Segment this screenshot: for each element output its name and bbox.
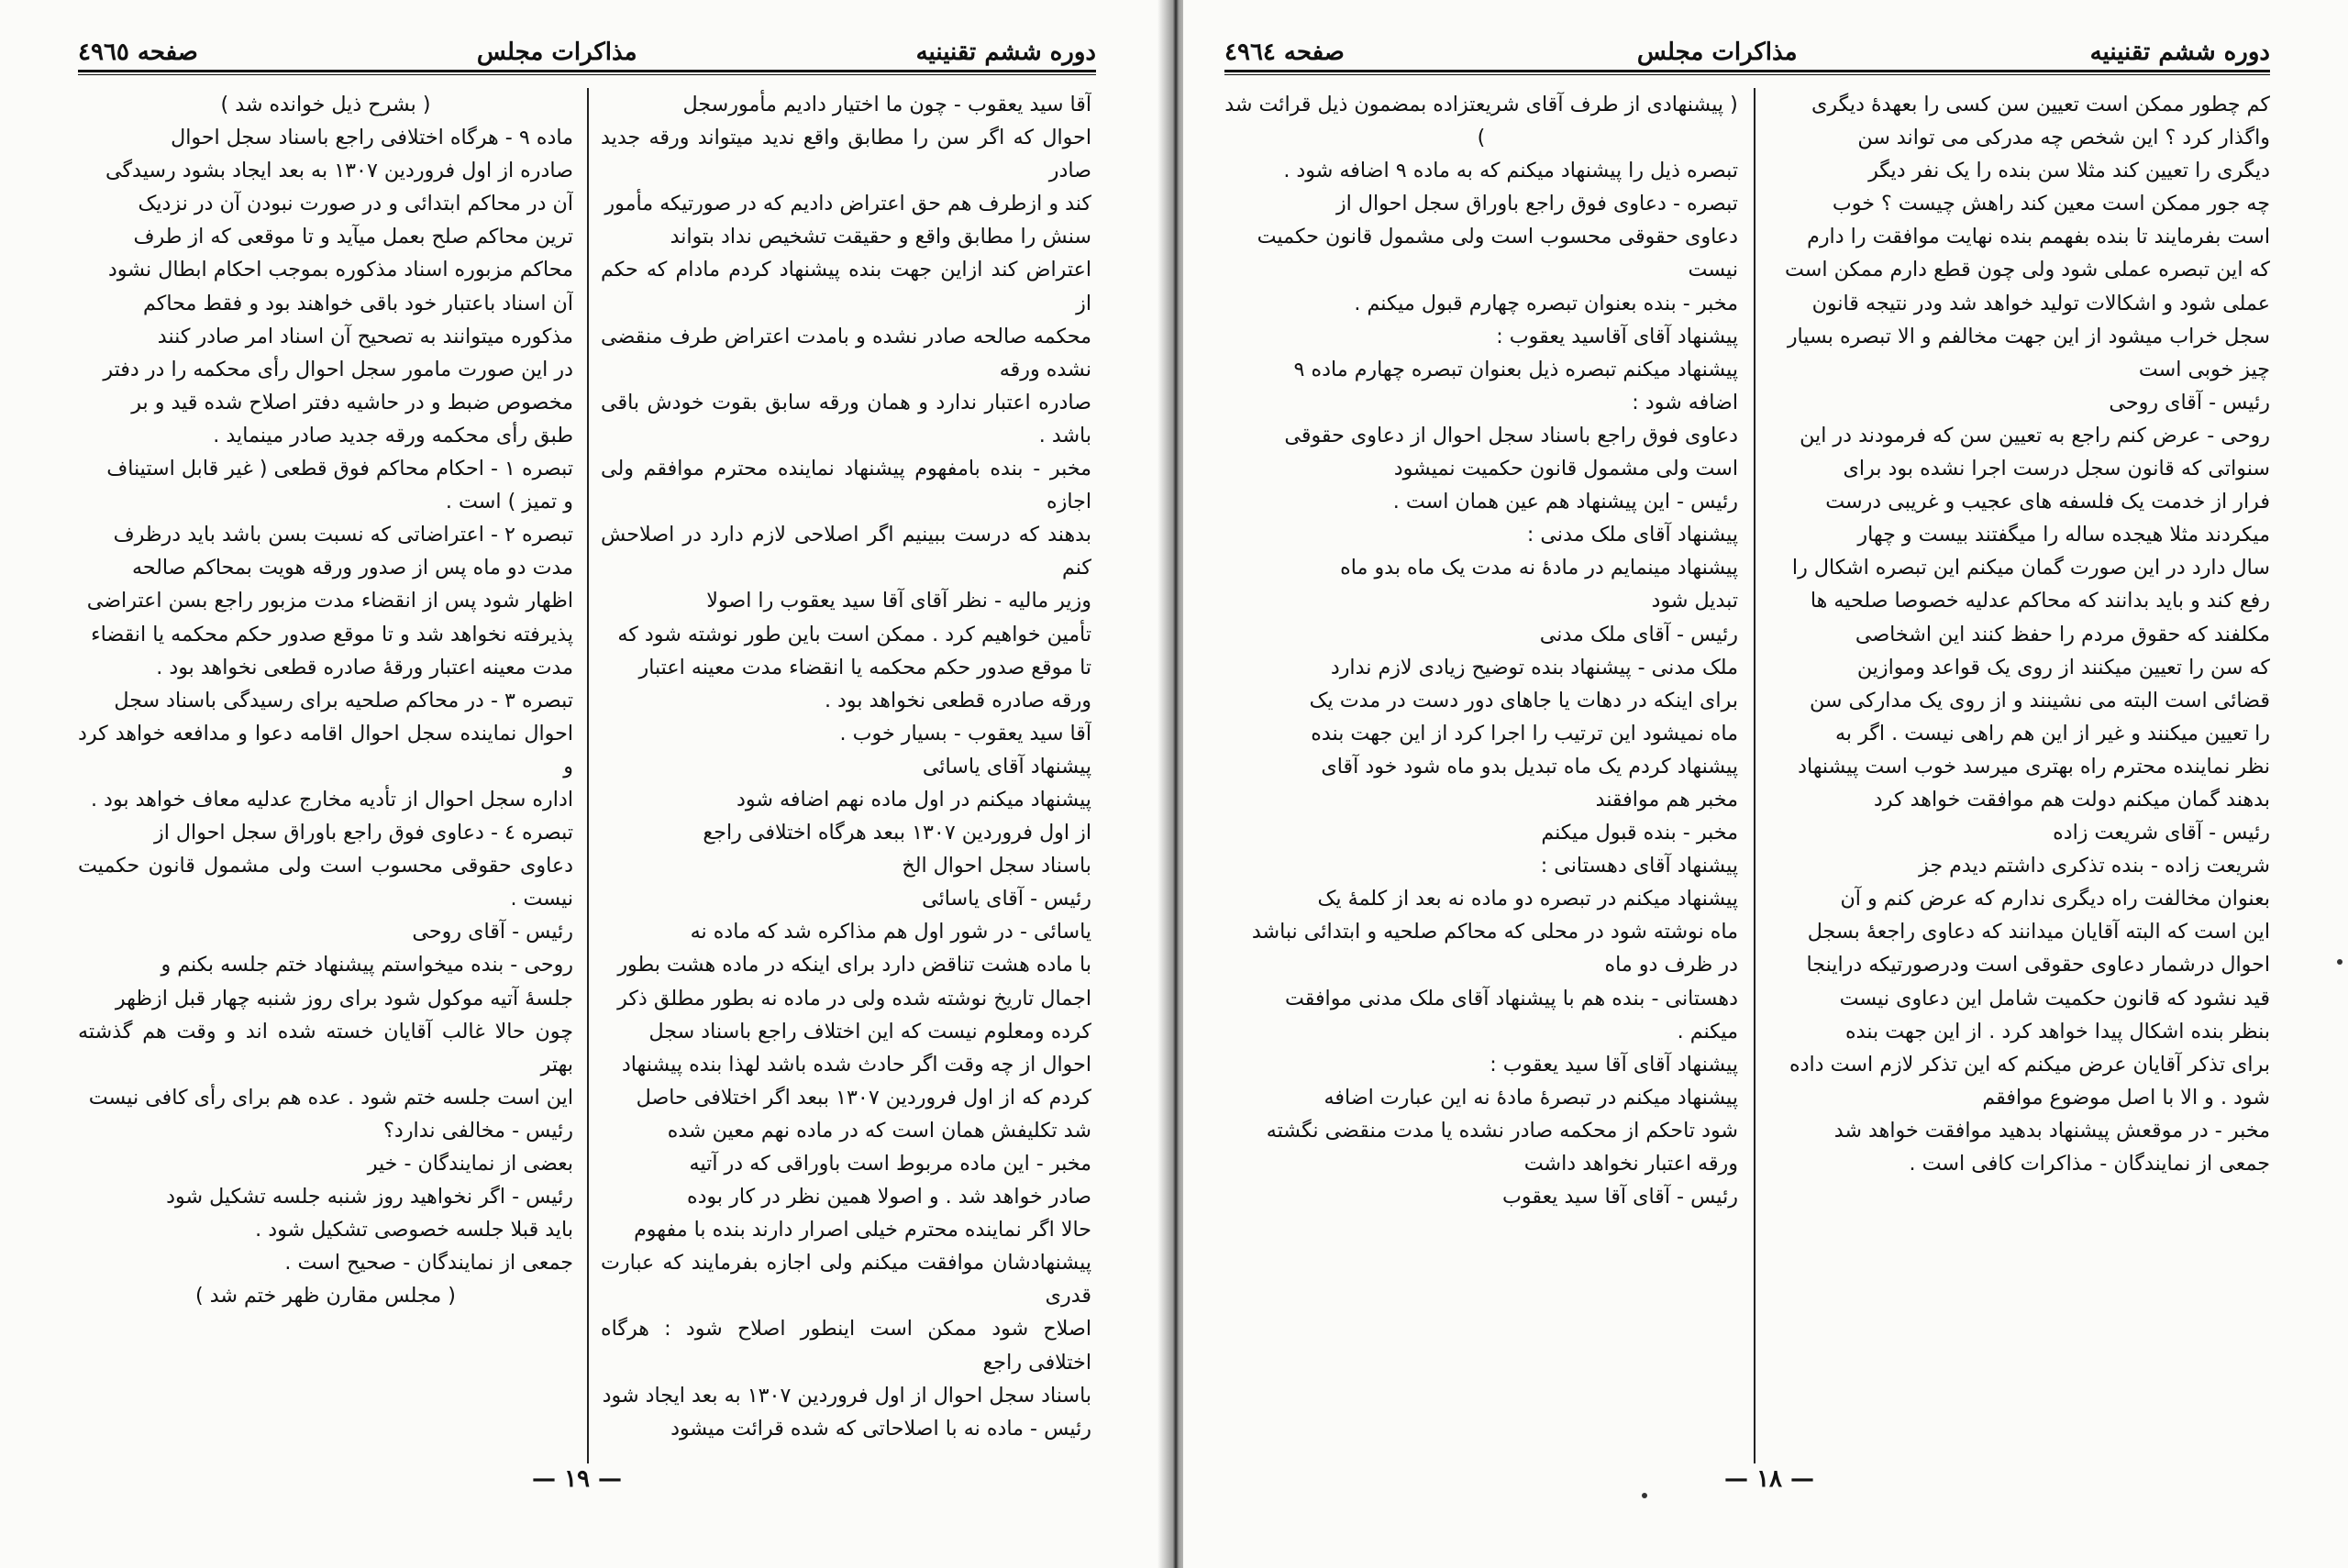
- text-line: محاکم مزبوره اسناد مذکوره بموجب احکام ابطال نشود: [107, 258, 573, 282]
- text-line: میکنم .: [1677, 1019, 1738, 1043]
- text-line: پیشنهاد میکنم در اول ماده نهم اضافه شود: [736, 787, 1091, 812]
- text-line: تبصره ۱ - احکام محاکم فوق قطعی ( غیر قابل استیناف: [106, 457, 573, 481]
- text-line: پیشنهاد آقای آقاسید یعقوب :: [1496, 324, 1738, 348]
- text-line: ( بشرح ذیل خوانده شد ): [220, 93, 431, 116]
- text-line: اجمال تاریخ نوشته شده ولی در ماده نه بطور مطلق ذکر: [617, 986, 1091, 1010]
- page-header: [78, 26, 1096, 66]
- text-line: مکلفند که حقوق مردم را حفظ کنند این اشخاصی: [1855, 622, 2270, 646]
- text-line: احوال درشمار دعاوی حقوقی است ودرصورتیکه دراینجا: [1806, 953, 2270, 977]
- text-line: تبصره - دعاوی فوق راجع باوراق سجل احوال از: [1335, 192, 1738, 216]
- text-line: دهستانی - بنده هم با پیشنهاد آقای ملک مدنی موافقت: [1284, 986, 1738, 1010]
- text-line: واگذار کرد ؟ این شخص چه مدرکی می تواند سن: [1857, 126, 2270, 150]
- text-line: احوال نماینده سجل احوال اقامه دعوا و مدافعه خواهد کرد و: [78, 721, 573, 778]
- text-line: که سن را تعیین میکنند از روی یک قواعد وموازین: [1856, 655, 2270, 679]
- text-line: تا موقع صدور حکم محکمه یا انقضاء مدت معینه اعتبار: [638, 655, 1091, 679]
- text-line: و تمیز ) است .: [445, 490, 573, 514]
- text-line: رئیس - آقای شریعت زاده: [2053, 821, 2270, 845]
- text-line: نظر نماینده محترم راه بهتری میرسد خوب است پیشنهاد: [1798, 754, 2270, 778]
- text-line: رئیس - آقای روحی: [412, 920, 573, 944]
- text-line: کرده ومعلوم نیست که این اختلاف راجع باسناد سجل: [648, 1019, 1091, 1043]
- text-line: در ظرف دو ماه: [1604, 953, 1738, 977]
- page-folio: — ۱۹ —: [532, 1465, 623, 1493]
- text-line: کند و ازطرف هم حق اعتراض دادیم که در صورتیکه مأمور: [604, 192, 1091, 216]
- text-line: پیشنهاد آقای دهستانی :: [1540, 854, 1738, 878]
- text-line: سجل خراب میشود از این جهت مخالفم و الا تبصره بسیار: [1787, 324, 2270, 348]
- text-line: در این صورت مامور سجل احوال رأی محکمه را در دفتر: [103, 357, 573, 381]
- text-line: کم چطور ممکن است تعیین سن کسی را بعهدهٔ دیگری: [1811, 93, 2270, 116]
- text-line: اظهار شود پس از انقضاء مدت مزبور راجع بسن اعتراضی: [86, 589, 573, 613]
- text-line: ماه نوشته شود در محلی که محاکم صلحیه و ابتدائی نباشد: [1251, 920, 1738, 944]
- text-line: مخبر - بنده بعنوان تبصره چهارم قبول میکنم .: [1354, 291, 1738, 315]
- text-line: مذکوره میتوانند به تصحیح آن اسناد امر صادر کنند: [157, 324, 573, 348]
- text-line: دیگری را تعیین کند مثلا سن بنده را یک نفر دیگر: [1868, 159, 2270, 183]
- text-line: قید نشود که قانون حکمیت شامل این دعاوی نیست: [1839, 986, 2270, 1010]
- text-line: برای اینکه در دهات یا جاهای دور دست در مدت یک: [1309, 688, 1738, 712]
- text-line: صادره اعتبار ندارد و همان ورقه سابق بقوت خودش باقی باشد .: [601, 390, 1091, 447]
- text-line: رئیس - مخالفی ندارد؟: [383, 1118, 573, 1143]
- text-line: ( مجلس مقارن ظهر ختم شد ): [195, 1284, 456, 1309]
- text-line: جمعی از نمایندگان - صحیح است .: [284, 1251, 573, 1275]
- text-line: از اول فروردین ۱۳۰۷ ببعد هرگاه اختلافی راجع: [703, 821, 1091, 845]
- text-line: این است که البته آقایان میدانند که دعاوی راجعهٔ بسجل: [1807, 920, 2270, 944]
- text-line: پیشنهاد میکنم در تبصره دو ماده نه بعد از کلمهٔ یک: [1317, 887, 1738, 911]
- text-line: تبدیل شود: [1651, 589, 1738, 613]
- text-column-left: [78, 88, 573, 1463]
- scan-speck: [1642, 1493, 1647, 1498]
- text-line: با ماده هشت تناقض دارد برای اینکه در ماده هشت بطور: [617, 953, 1091, 977]
- text-column-right: [1770, 88, 2270, 1463]
- text-line: حالا اگر نماینده محترم خیلی اصرار دارند بنده با مفهوم: [634, 1218, 1091, 1242]
- text-line: است بفرمایند تا بنده بفهمم بنده نهایت موافقت را دارم: [1807, 225, 2270, 249]
- text-line: تبصره ۳ - در محاکم صلحیه برای رسیدگی باسناد سجل: [114, 688, 573, 712]
- text-line: تبصره ذیل را پیشنهاد میکنم که به ماده ۹ اضافه شود .: [1283, 159, 1738, 183]
- text-line: محکمه صالحه صادر نشده و بامدت اعتراض طرف منقضی نشده ورقه: [601, 324, 1091, 381]
- text-line: است ولی مشمول قانون حکمیت نمیشود: [1393, 457, 1738, 481]
- text-line: پذیرفته نخواهد شد و تا موقع صدور حکم محکمه یا انقضاء: [91, 622, 573, 646]
- text-line: پیشنهاد مینمایم در مادهٔ نه مدت یک ماه بدو ماه: [1340, 556, 1738, 580]
- text-line: احوال از چه وقت اگر حادث شده باشد لهذا بنده پیشنهاد: [621, 1052, 1091, 1077]
- text-line: اضافه شود :: [1632, 390, 1738, 414]
- text-line: شود . و الا با اصل موضوع موافقم: [1982, 1085, 2270, 1110]
- text-line: وزیر مالیه - نظر آقای آقا سید یعقوب را اصولا: [706, 589, 1091, 613]
- text-line: رئیس - آقای یاسائی: [922, 887, 1091, 911]
- text-line: صادره از اول فروردین ۱۳۰۷ به بعد ایجاد بشود رسیدگی: [105, 159, 573, 183]
- text-line: باسناد سجل احوال از اول فروردین ۱۳۰۷ به بعد ایجاد شود: [602, 1383, 1091, 1408]
- text-line: که این تبصره عملی شود ولی چون قطع دارم ممکن است: [1785, 258, 2270, 282]
- text-line: دعاوی حقوقی محسوب است ولی مشمول قانون حکمیت: [1257, 225, 1738, 249]
- text-line: اصلاح شود ممکن است اینطور اصلاح شود : هرگاه اختلافی راجع: [601, 1317, 1091, 1375]
- page-folio: — ۱۸ —: [1724, 1465, 1815, 1493]
- text-line: مخصوص ضبط و در حاشیه دفتر اصلاح شده قید و بر: [131, 390, 573, 414]
- header-rule: [1224, 70, 2270, 75]
- text-line: چیز خوبی است: [2138, 357, 2270, 381]
- header-term: دوره ششم تقنینیه: [915, 39, 1096, 66]
- text-line: چون حالا غالب آقایان خسته شده اند و وقت هم گذشته بهتر: [78, 1019, 573, 1077]
- text-line: پیشنهاد میکنم در تبصرهٔ مادهٔ نه این عبارت اضافه: [1324, 1085, 1738, 1110]
- header-page-label: صفحه ٤٩٦٤: [1224, 39, 1345, 66]
- text-line: سنش را مطابق واقع و حقیقت تشخیص نداد بتواند: [670, 225, 1091, 249]
- text-line: پیشنهاد کردم یک ماه تبدیل بدو ماه شود خود آقای: [1321, 754, 1738, 778]
- text-line: جلسهٔ آتیه موکول شود برای روز شنبه چهار قبل ازظهر: [115, 986, 573, 1010]
- text-line: سال دارد در این صورت گمان میکنم این تبصره اشکال را: [1791, 556, 2270, 580]
- text-line: باسناد سجل احوال الخ: [902, 854, 1091, 878]
- page-4965: [0, 0, 1169, 1568]
- text-column-right: [601, 88, 1091, 1463]
- text-line: نیست: [1688, 258, 1738, 282]
- text-line: ترین محاکم صلح بعمل میآید و تا موقعی که از طرف: [133, 225, 573, 249]
- text-line: مدت دو ماه پس از صدور ورقه هویت بمحاکم صالحه: [131, 556, 573, 580]
- text-line: ماده ۹ - هرگاه اختلافی راجع باسناد سجل احوال: [171, 126, 573, 150]
- text-line: بعنوان مخالفت راه دیگری ندارم که عرض کنم و آن: [1840, 887, 2270, 911]
- text-line: رئیس - ماده نه با اصلاحاتی که شده قرائت میشود: [670, 1416, 1091, 1441]
- text-line: این است جلسه ختم شود . عده هم برای رأی کافی نیست: [88, 1085, 573, 1110]
- text-line: شد تکلیفش همان است که در ماده نهم معین شده: [667, 1118, 1091, 1143]
- text-line: صادر خواهد شد . و اصولا همین نظر در کار بوده: [686, 1185, 1091, 1209]
- text-line: رئیس - اگر نخواهید روز شنبه جلسه تشکیل شود: [166, 1185, 573, 1209]
- page-4964: [1183, 0, 2348, 1568]
- text-line: آقا سید یعقوب - بسیار خوب .: [839, 721, 1091, 745]
- text-line: آن اسناد باعتبار خود باقی خواهند بود و فقط محاکم: [143, 291, 573, 315]
- text-line: ملک مدنی - پیشنهاد بنده توضیح زیادی لازم ندارد: [1330, 655, 1738, 679]
- text-line: بعضی از نمایندگان - خیر: [367, 1152, 573, 1176]
- text-line: اعتراض کند ازاین جهت بنده پیشنهاد کردم مادام که حکم از: [601, 258, 1091, 315]
- text-line: رئیس - این پیشنهاد هم عین همان است .: [1392, 490, 1738, 514]
- text-line: چه جور ممکن است معین کند راهش چیست ؟ خوب: [1832, 192, 2270, 216]
- text-line: بنظر بنده اشکال پیدا خواهد کرد . از این جهت بنده: [1845, 1019, 2270, 1043]
- text-line: میکردند مثلا هیجده ساله را میگفتند بیست و چهار: [1857, 523, 2270, 547]
- text-line: پیشنهاد آقای ملک مدنی :: [1526, 523, 1738, 547]
- text-line: پیشنهاد آقای آقا سید یعقوب :: [1490, 1052, 1738, 1077]
- text-line: مخبر - در موقعش پیشنهاد بدهید موافقت خواهد شد: [1833, 1118, 2270, 1143]
- text-line: رئیس - آقای آقا سید یعقوب: [1502, 1185, 1738, 1209]
- text-line: کردم که از اول فروردین ۱۳۰۷ ببعد اگر اختلافی حاصل: [636, 1085, 1091, 1110]
- text-line: شود تاحکم از محکمه صادر نشده یا مدت منقضی نگشته: [1266, 1118, 1738, 1143]
- text-line: شریعت زاده - بنده تذکری داشتم دیدم جز: [1919, 854, 2270, 878]
- text-line: اداره سجل احوال از تأدیه مخارج عدلیه معاف خواهد بود .: [90, 787, 573, 812]
- text-line: مدت معینه اعتبار ورقهٔ صادره قطعی نخواهد بود .: [156, 655, 573, 679]
- text-column-left: [1224, 88, 1738, 1463]
- header-page-label: صفحه ٤٩٦٥: [78, 39, 198, 66]
- text-line: تأمین خواهیم کرد . ممکن است باین طور نوشته شود که: [617, 622, 1091, 646]
- text-line: دعاوی حقوقی محسوب است ولی مشمول قانون حکمیت نیست .: [78, 854, 573, 911]
- text-line: فرار از خدمت یک فلسفه های عجیب و غریبی درست: [1825, 490, 2270, 514]
- text-line: روحی - بنده میخواستم پیشنهاد ختم جلسه بکنم و: [161, 953, 573, 977]
- text-line: تبصره ۲ - اعتراضاتی که نسبت بسن باشد باید درظرف: [113, 523, 573, 547]
- text-line: رفع کند و باید بدانند که محاکم عدلیه خصوصا صلحیه ها: [1810, 589, 2270, 613]
- scan-speck: [2337, 959, 2342, 965]
- text-line: رئیس - آقای ملک مدنی: [1539, 622, 1738, 646]
- text-line: رئیس - آقای روحی: [2109, 390, 2270, 414]
- text-line: ماه نمیشود این ترتیب را اجرا کرد از این جهت بنده: [1311, 721, 1738, 745]
- header-rule: [78, 70, 1096, 75]
- text-line: یاسائی - در شور اول هم مذاکره شد که ماده نه: [690, 920, 1091, 944]
- text-line: پیشنهاد میکنم تبصره ذیل بعنوان تبصره چهارم ماده ۹: [1293, 357, 1738, 381]
- text-line: احوال که اگر سن را مطابق واقع ندید میتواند ورقه جدید صادر: [601, 126, 1091, 183]
- text-line: عملی شود و اشکالات تولید خواهد شد ودر نتیجه قانون: [1811, 291, 2270, 315]
- text-line: تبصره ٤ - دعاوی فوق راجع باوراق سجل احوال از: [154, 821, 573, 845]
- header-section: مذاکرات مجلس: [1636, 39, 1798, 66]
- text-line: باید قبلا جلسه خصوصی تشکیل شود .: [255, 1218, 573, 1242]
- text-line: آن در محاکم ابتدائی و در صورت نبودن آن در نزدیک: [138, 192, 573, 216]
- text-line: پیشنهاد آقای یاسائی: [922, 754, 1091, 778]
- text-line: ( پیشنهادی از طرف آقای شریعتزاده بمضمون ذیل قرائت شد ): [1224, 93, 1738, 150]
- column-divider: [587, 88, 589, 1463]
- header-section: مذاکرات مجلس: [476, 39, 637, 66]
- text-line: دعاوی فوق راجع باسناد سجل احوال از دعاوی حقوقی: [1284, 423, 1738, 447]
- text-line: ورقه اعتبار نخواهد داشت: [1523, 1152, 1738, 1176]
- text-line: مخبر - بنده بامفهوم پیشنهاد نماینده محترم موافقم ولی اجازه: [601, 457, 1091, 514]
- text-line: طبق رأی محکمه ورقه جدید صادر مینماید .: [213, 423, 573, 447]
- text-line: مخبر هم موافقند: [1595, 787, 1738, 812]
- text-line: سنواتی که قانون سجل درست اجرا نشده بود برای: [1843, 457, 2270, 481]
- text-line: ورقه صادره قطعی نخواهد بود .: [824, 688, 1091, 712]
- text-line: قضائی است البته می نشینند و از روی یک مدارکی سن: [1809, 688, 2270, 712]
- text-line: پیشنهادشان موافقت میکنم ولی اجازه بفرمایند که عبارت قدری: [601, 1251, 1091, 1309]
- column-divider: [1754, 88, 1755, 1463]
- text-line: مخبر - این ماده مربوط است باوراقی که در آتیه: [689, 1152, 1091, 1176]
- text-line: بدهند که درست ببینیم اگر اصلاحی لازم دارد در اصلاحش کنم: [601, 523, 1091, 580]
- text-line: برای تذکر آقایان عرض میکنم که این تذکر لازم است داده: [1789, 1052, 2270, 1077]
- page-header: [1224, 26, 2270, 66]
- text-line: را تعیین میکنند و غیر از این هم راهی نیست . اگر به: [1835, 721, 2270, 745]
- text-line: مخبر - بنده قبول میکنم: [1541, 821, 1738, 845]
- text-line: آقا سید یعقوب - چون ما اختیار دادیم مأمورسجل: [682, 93, 1091, 116]
- text-line: روحی - عرض کنم راجع به تعیین سن که فرمودند در این: [1800, 423, 2270, 447]
- text-line: بدهند گمان میکنم دولت هم موافقت خواهد کرد: [1873, 787, 2270, 812]
- header-term: دوره ششم تقنینیه: [2089, 39, 2270, 66]
- text-line: جمعی از نمایندگان - مذاکرات کافی است .: [1909, 1152, 2270, 1176]
